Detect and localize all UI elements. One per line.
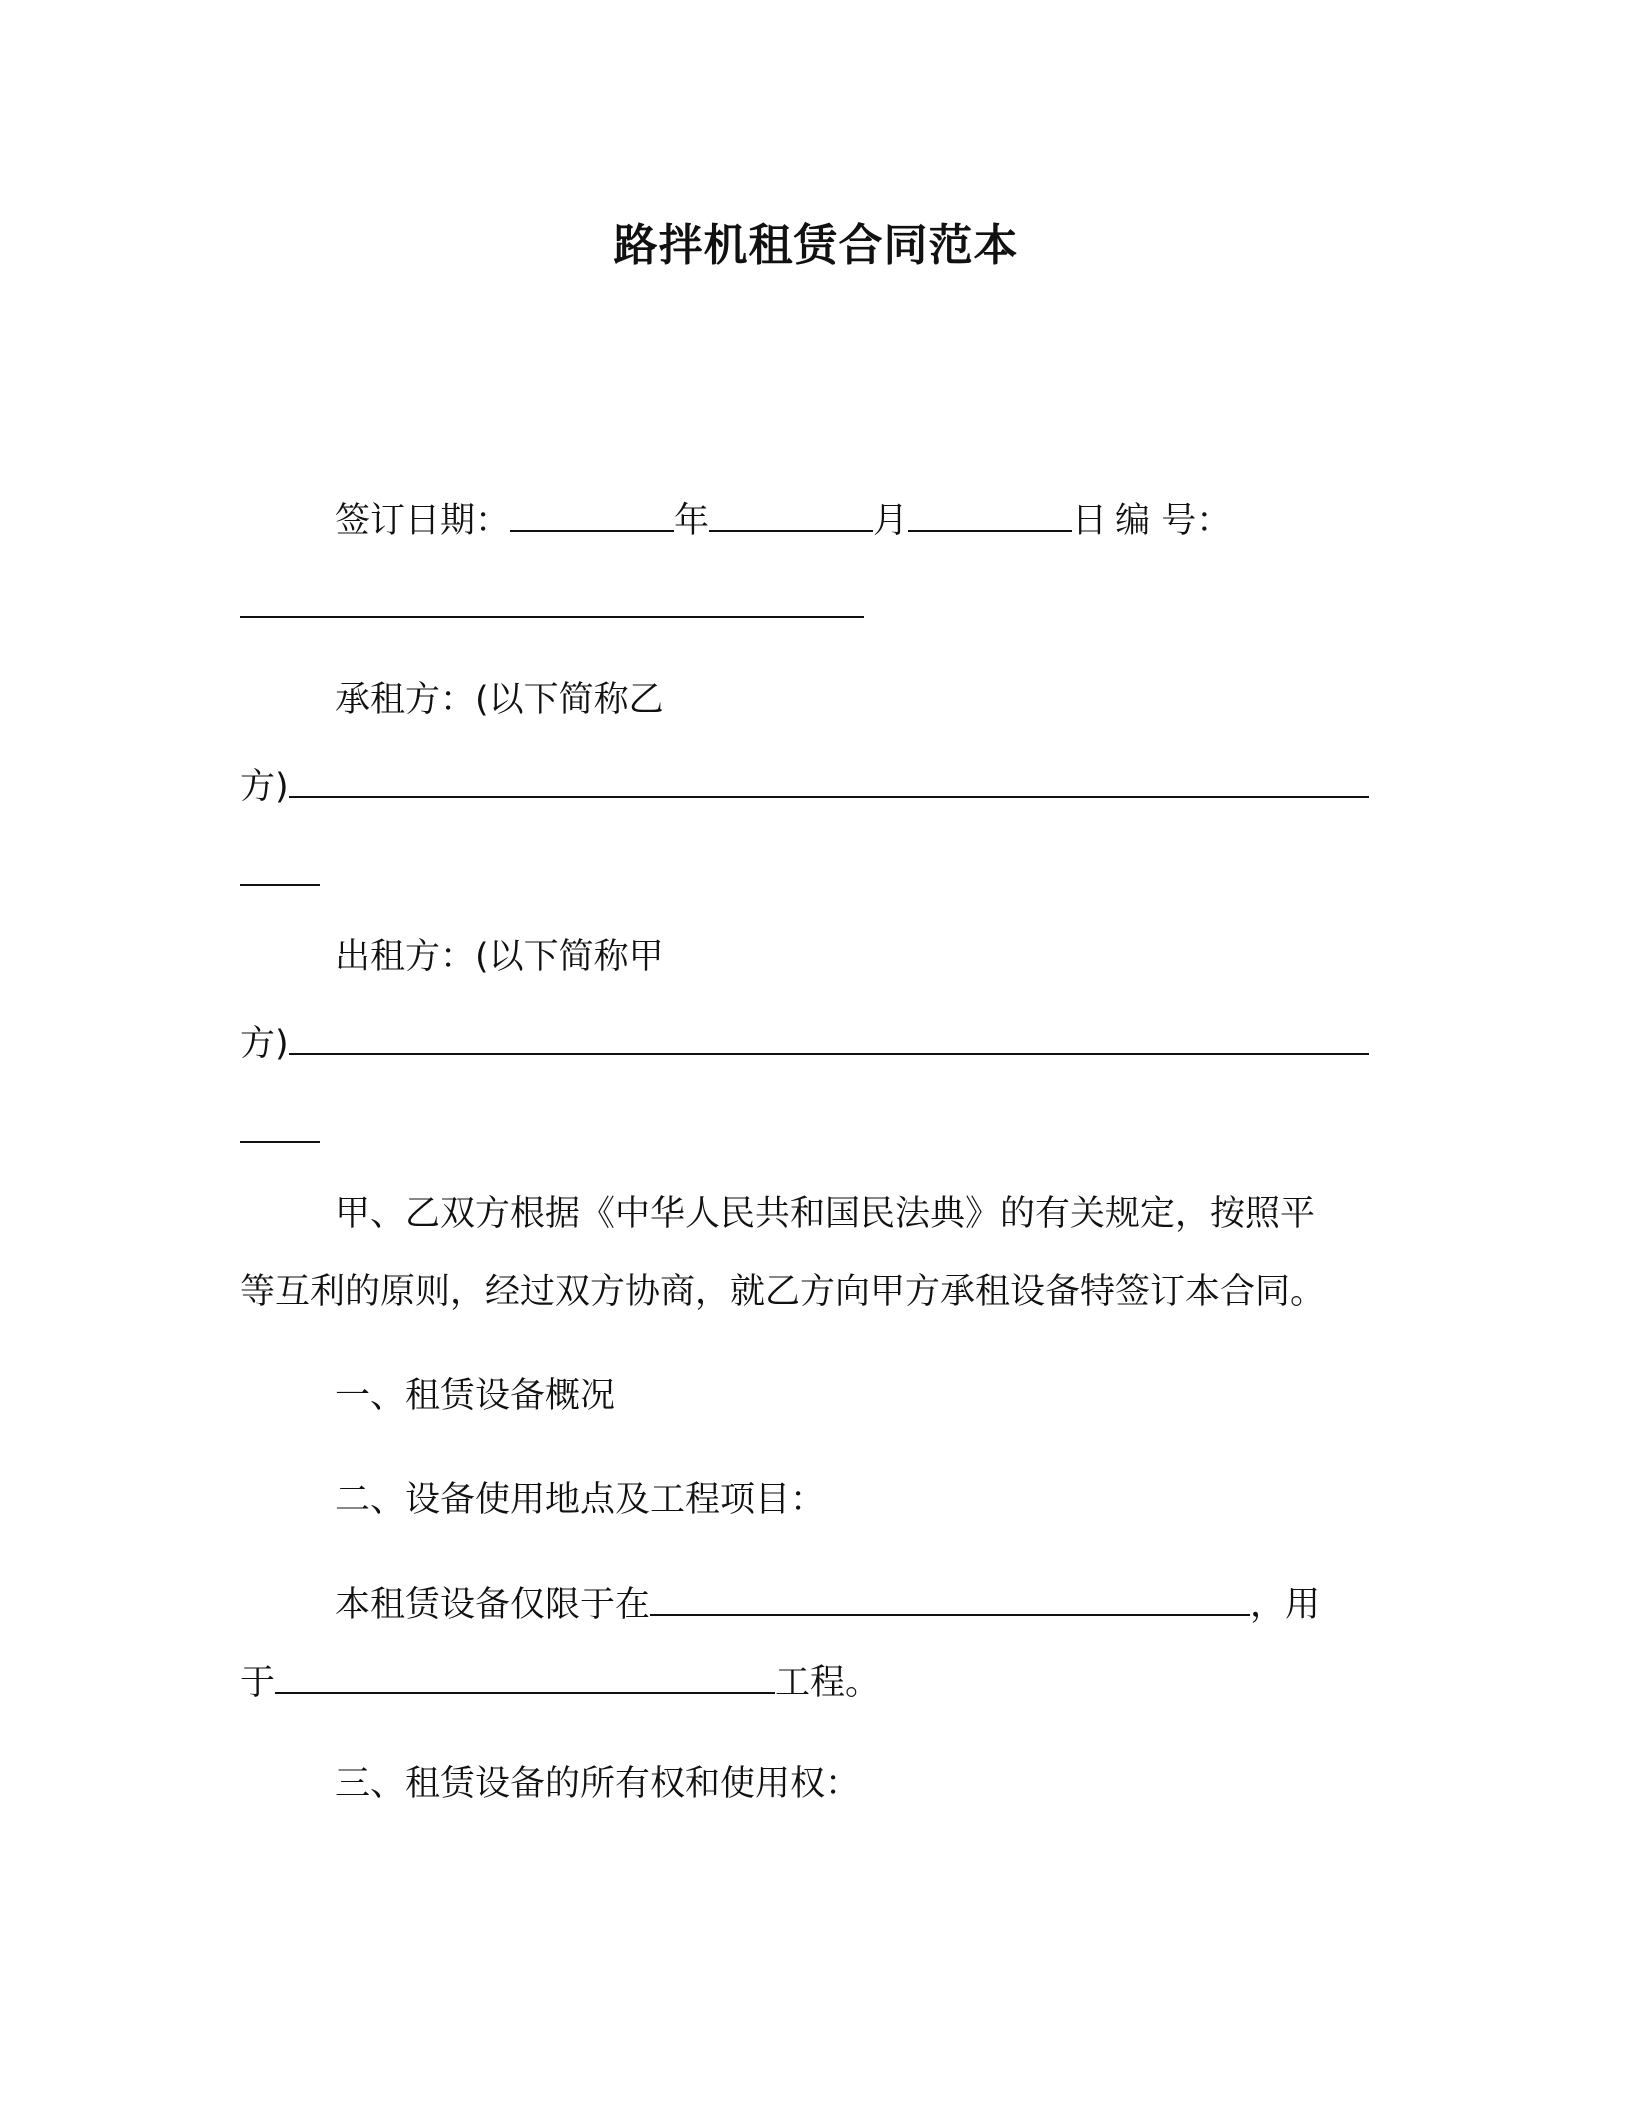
lessor-name-blank[interactable] — [289, 1017, 1369, 1055]
lessee-name-row — [240, 760, 1369, 811]
contract-number-label: 编 号： — [1115, 501, 1232, 541]
lessor-name-row — [240, 1017, 1369, 1068]
document-title: 路拌机租赁合同范本 — [613, 220, 1019, 271]
intro-line-2: 等互利的原则，经过双方协商，就乙方向甲方承租设备特签订本合同。 — [240, 1272, 1326, 1312]
section-1-heading: 一、租赁设备概况 — [335, 1376, 616, 1416]
location-mid: ，用 — [1250, 1585, 1321, 1625]
project-suffix: 工程。 — [775, 1663, 881, 1703]
sign-date-label: 签订日期： — [335, 501, 511, 541]
month-blank[interactable] — [709, 494, 873, 532]
lessor-name-blank-end[interactable] — [240, 1105, 320, 1143]
lessor-suffix: 方) — [240, 1024, 289, 1064]
location-line-2 — [240, 1656, 880, 1707]
lessee-name-blank-end[interactable] — [240, 848, 320, 886]
lessee-suffix: 方) — [240, 767, 289, 807]
lessee-name-blank[interactable] — [289, 760, 1369, 798]
project-blank[interactable] — [275, 1656, 775, 1694]
lessee-label-row: 承租方：(以下简称乙 — [335, 680, 664, 720]
lessee-name-row-continued — [240, 848, 320, 899]
section-2-heading: 二、设备使用地点及工程项目： — [335, 1480, 826, 1520]
location-blank[interactable] — [650, 1578, 1250, 1616]
contract-number-row — [240, 580, 864, 631]
lessor-name-row-continued — [240, 1105, 320, 1156]
sign-date-row — [335, 494, 1231, 545]
day-blank[interactable] — [908, 494, 1072, 532]
intro-line-1: 甲、乙双方根据《中华人民共和国民法典》的有关规定，按照平 — [335, 1194, 1316, 1234]
month-label: 月 — [873, 501, 909, 541]
project-prefix: 于 — [240, 1663, 276, 1703]
lessor-label-row: 出租方：(以下简称甲 — [335, 937, 664, 977]
year-blank[interactable] — [510, 494, 674, 532]
section-3-heading: 三、租赁设备的所有权和使用权： — [335, 1764, 861, 1804]
location-line-1 — [335, 1578, 1320, 1629]
day-label: 日 — [1072, 501, 1108, 541]
contract-number-blank[interactable] — [240, 580, 864, 618]
location-prefix: 本租赁设备仅限于在 — [335, 1585, 651, 1625]
year-label: 年 — [674, 501, 710, 541]
